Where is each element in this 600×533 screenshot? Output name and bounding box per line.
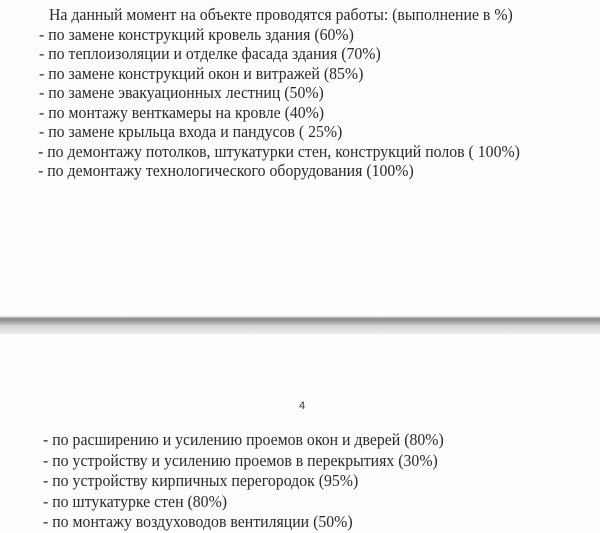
list-item: - по устройству и усилению проемов в перекрытиях (30%) [43,451,438,470]
list-item: - по монтажу венткамеры на кровле (40%) [39,103,325,122]
page-separator [0,316,600,334]
list-item: - по замене крыльца входа и пандусов ( 25%) [39,122,343,141]
list-item: - по штукатурке стен (80%) [43,492,228,511]
list-item: - по замене конструкций окон и витражей (85%) [39,64,364,83]
list-item: - по расширению и усилению проемов окон и дверей (80%) [43,430,444,449]
list-item: - по замене эвакуационных лестниц (50%) [39,83,324,102]
works-heading: На данный момент на объекте проводятся работы: (выполнение в %) [49,5,513,24]
list-item: - по демонтажу потолков, штукатурки стен, конструкций полов ( 100%) [38,142,520,161]
list-item: - по устройству кирпичных перегородок (95%) [43,471,359,490]
page-number: 4 [299,400,306,412]
list-item: - по теплоизоляции и отделке фасада здания (70%) [39,44,381,63]
list-item: - по монтажу воздуховодов вентиляции (50%) [43,512,353,531]
list-item: - по замене конструкций кровель здания (60%) [39,25,354,44]
list-item: - по демонтажу технологического оборудования (100%) [38,161,414,180]
